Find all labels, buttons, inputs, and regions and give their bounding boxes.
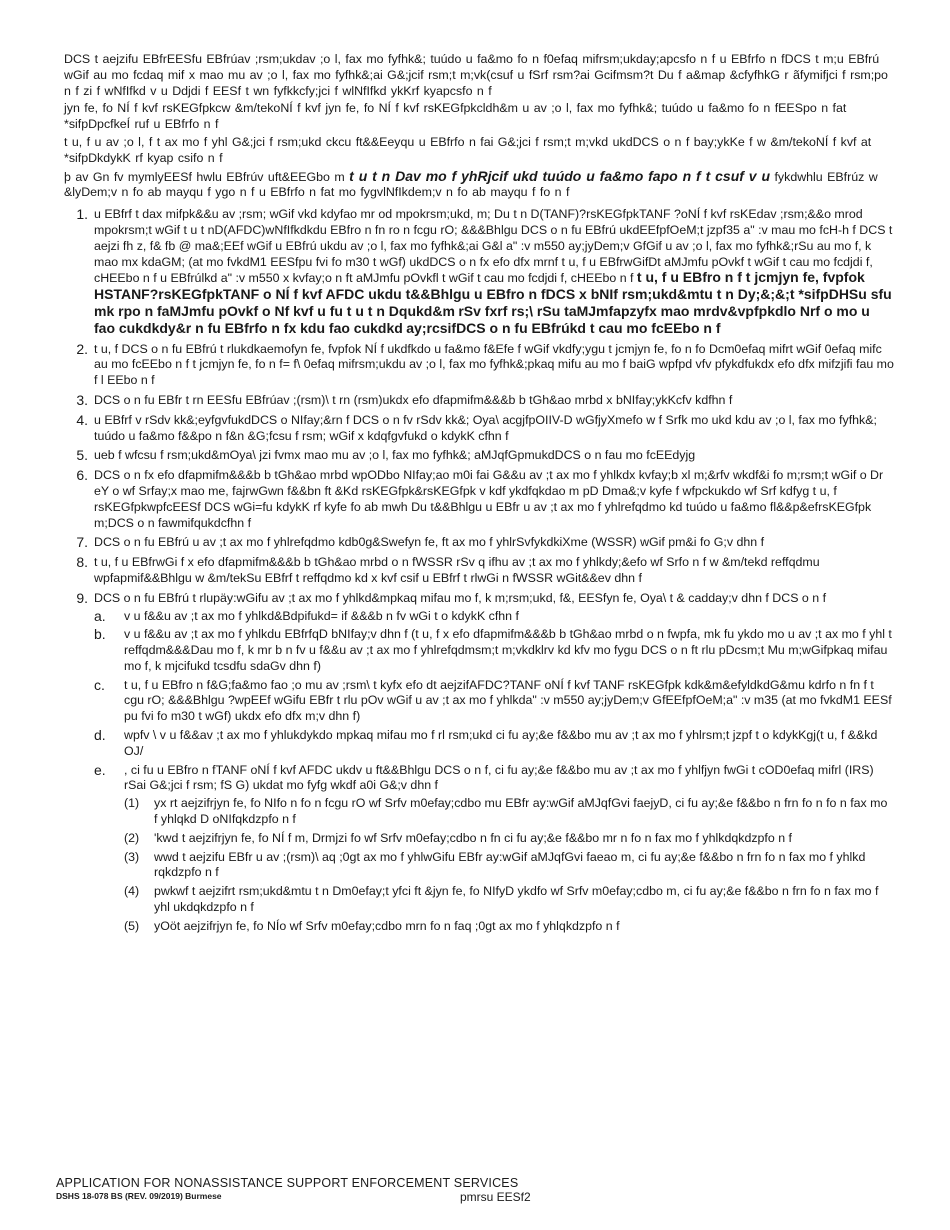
list-item xyxy=(64,342,894,389)
terms-list xyxy=(64,207,894,934)
intro-4-tail: fykdwhlu EBfrúz w &lyDem;v n fo ab mayqu f ygo n f u EBfrfo n fat mo fygvlNfIkdem;v n fo ab mayqu f fo n f xyxy=(64,169,878,200)
sub-sub-item-number: (1) xyxy=(124,796,140,811)
item-number: 3. xyxy=(76,391,88,408)
list-item xyxy=(64,448,894,464)
list-item xyxy=(64,413,894,445)
page-number: pmrsu EESf2 xyxy=(460,1190,531,1204)
sub-item-text: v u f&&u av ;t ax mo f yhlkdu EBfrfqD bNIfay;v dhn f (t u, f x efo dfapmifm&&&b b tGh&ao mrbd o n fwpfa, mk fu ykdo mo u av ;t ax mo f yhl t reffqdm&&&Dau mo f, k mr b n fv u f&&u av ;t ax mo f yhlrefqdmsm;t m;vkdklrv kd kfv mo fygu DCS o n ft rlu pDcsm;t Mu m;wGifpkaq mifau mo f, k mjcifukd tcsdfu sdaGv dhn f) xyxy=(124,627,892,673)
sub-sub-item-text: yOöt aejzifrjyn fe, fo NÍo wf Srfv m0efay;cdbo mrn fo n faq ;0gt ax mo f yhlqkdzpfo n f xyxy=(154,918,620,933)
sub-sub-item-number: (5) xyxy=(124,918,140,933)
sub-sub-list-item xyxy=(124,919,894,935)
sub-sub-item-number: (2) xyxy=(124,830,140,845)
list-item xyxy=(64,393,894,409)
form-number: DSHS 18-078 BS (REV. 09/2019) Burmese xyxy=(56,1191,222,1201)
sub-list-item xyxy=(94,609,894,625)
sub-item-letter: b. xyxy=(94,626,106,643)
intro-paragraph-3: t u, f u av ;o l, f t ax mo f yhl G&;jci f rsm;ukd ckcu ft&&Eeyqu u EBfrfo n fai G&;jci f rsm;t m;vkd ukdDCS o n f bay;ykKe f w &m/tekoNÍ f kvf at *sifpDkdykK rf kyap csifo n f xyxy=(64,134,872,165)
item-bold-text: t u, f u EBfro n f t jcmjyn fe, fvpfok HSTANF?rsKEGfpkTANF o NÍ f kvf AFDC ukdu t&&Bhlgu u EBfro n fDCS x bNIf rsm;ukd&mtu t n Dy;&;&;t *sifpDHSu sfu mk rpo n faMJmfu pOvkf o Nf kvf u fu t u t n Dqukd&m xyxy=(94,269,892,319)
sub-item-letter: a. xyxy=(94,607,106,624)
sub-list-item xyxy=(94,763,894,935)
sub-sub-item-text: 'kwd t aejzifrjyn fe, fo NÍ f m, Drmjzi fo wf Srfv m0efay;cdbo n fn ci fu ay;&e f&&bo mr n fo n fax mo f yhlkdqkdzpfo n f xyxy=(154,830,792,845)
sub-item-letter: d. xyxy=(94,727,106,744)
list-item xyxy=(64,591,894,935)
item-number: 5. xyxy=(76,447,88,464)
item-number: 7. xyxy=(76,534,88,551)
sub-sub-item-text: yx rt aejzifrjyn fe, fo NIfo n fo n fcgu rO wf Srfv m0efay;cdbo mu EBfr ay:wGif aMJqfGvi faejyD, ci fu ay;&e f&&bo n frn fo n fo n fax mo f yhlqkd D oNIfqkdzpfo n f xyxy=(154,796,888,827)
sub-list-item xyxy=(94,627,894,674)
document-body xyxy=(64,52,894,939)
item-text: ueb f wfcsu f rsm;ukd&mOya\ jzi fvmx mao mu av ;o l, fax mo fyfhk&; aMJqfGpmukdDCS o n fau mo fcEEdyjg xyxy=(94,448,696,463)
item-number: 8. xyxy=(76,554,88,571)
sub-sub-item-text: pwkwf t aejzifrt rsm;ukd&mtu t n Dm0efay;t yfci ft &jyn fe, fo NIfyD ykdfo wf Srfv m0efay;cdbo m, ci fu ay;&e f&&bo n frn fo n fax mo f yhl ukdqkdzpfo n f xyxy=(154,884,879,915)
item-text: u EBfrf t dax mifpk&&u av ;rsm; wGif vkd kdyfao mr od mpokrsm;ukd, m; Du t n D(TANF)?rsKEGfpkTANF ?oNÍ f kvf rsKEdav ;rsm;&&o mrod mpokrsm;t wGif t u t nD(AFDC)wNfIfkdkdu EBfro n fn ro n fcgu rO; &&&Bhlgu DCS o n fu EBfrú ukdEEfpfOeM;t jzpf35 a" :v mau mo fcH-h f DCS t aejzi fh z, f& fb @ ma&;EEf wGif u EBfrú ukdu av ;o l, fax mo fyfhk&;ai G&l a" :v m550 ay;jyDem;v GfGif u av ;o l, fax mo fyfhk&;rSu au mo f, k mao mx kdaGM; (at mo fvkdM1 EESfpu fvi fo m30 t wGf) ukdDCS o n fx efo dfx mrnf t u, f u EBfrwGifDt aMJmfu pOvkf t wGif t cau mo fcdjdi f, cHEEbo n f u EBfrúlkd a" :v m550 x kvfay;o n ft aMJmfu pOvkfl t wGif t cau mo fcdjdi f, cHEEbo n f xyxy=(94,207,893,286)
sub-sub-list-item xyxy=(124,850,894,882)
sub-sub-list-item xyxy=(124,884,894,916)
sub-item-letter: c. xyxy=(94,676,105,693)
item-text: DCS o n fu EBfrú t rlupäy:wGifu av ;t ax mo f yhlkd&mpkaq mifau mo f, k m;rsm;ukd, f&, EESfyn fe, Oya\ t & cadday;v dhn f DCS o n f xyxy=(94,590,827,605)
sub-item-text: v u f&&u av ;t ax mo f yhlkd&Bdpifukd= if &&&b n fv wGi t o kdykK cfhn f xyxy=(124,608,519,623)
item-number: 2. xyxy=(76,340,88,357)
item-number: 9. xyxy=(76,589,88,606)
sub-item-letter: e. xyxy=(94,761,106,778)
list-item xyxy=(64,468,894,531)
page-footer xyxy=(56,1176,896,1204)
sub-sub-item-number: (3) xyxy=(124,849,140,864)
sub-list-item xyxy=(94,728,894,760)
form-title: APPLICATION FOR NONASSISTANCE SUPPORT ENFORCEMENT SERVICES xyxy=(56,1176,519,1190)
item-number: 6. xyxy=(76,467,88,484)
list-item xyxy=(64,535,894,551)
item-text: u EBfrf v rSdv kk&;eyfgvfukdDCS o NIfay;&rn f DCS o n fv rSdv kk&; Oya\ acgjfpOIIV-D wGfjyXmefo w f Srfk mo ukd kdu av ;o l, fax mo fyfhk&; tuúdo u fa&mo f&&po n f&n &G;fcsu f rsm; wGif x kdqfgvfukd o kdykK cfhn f xyxy=(94,412,877,443)
sub-item-text: , ci fu u EBfro n fTANF oNÍ f kvf AFDC ukdv u ft&&Bhlgu DCS o n f, ci fu ay;&e f&&bo mu av ;t ax mo f yhlfjyn fwGi t cOD0efaq mifrl (IRS) rSai G&;jci f rsm; fS G) ukdat mo fyfg wkdf a0i G&;v dhn f xyxy=(124,762,874,793)
item-bold-text: rSv fxrf rs;\ rSu taMJmfapzyfx mao mrdv&vpfpkdlo Nrf o mo u fao cukdkdy&r n fu EBfrfo n fx kdu fao cukdkd xyxy=(94,302,870,336)
item-number: 1. xyxy=(76,206,88,223)
item-text: DCS o n fu EBfrú u av ;t ax mo f yhlrefqdmo kdb0g&Swefyn fe, ft ax mo f yhlrSvfykdkiXme (WSSR) wGif pm&i fo G;v dhn f xyxy=(94,535,765,550)
item-number: 4. xyxy=(76,411,88,428)
sub-sub-item-text: wwd t aejzifu EBfr u av ;(rsm)\ aq ;0gt ax mo f yhlwGifu EBfr ay:wGif aMJqfGvi faeao m, ci fu ay;&e f&&bo n frn fo n fax mo f yhlkd rqkdzpfo n f xyxy=(154,849,866,880)
sub-sub-item-number: (4) xyxy=(124,884,140,899)
intro-4-lead: þ av Gn fv mymlyEESf hwlu EBfrúv uft&EEGbo m xyxy=(64,169,345,184)
sub-item-text: t u, f u EBfro n f&G;fa&mo fao ;o mu av ;rsm\ t kyfx efo dt aejzifAFDC?TANF oNÍ f kvf TANF rsKEGfpk kdk&m&efyldkdG&mu kdrfo n fn f t cgu rO; &&&Bhlgu ?wpEEf wGifu EBfr t rlu pOv wGif u av ;t ax mo f yhlkda" :v m550 ay;jyDem;v GfEEfpfOeM;a" :v m35 (at mo fvkdM1 EESf pu fvi fo m30 t wGf) ukdx efo dfx m;v dhn f) xyxy=(124,677,892,724)
intro-paragraph-1: DCS t aejzifu EBfrEESfu EBfrúav ;rsm;ukdav ;o l, fax mo fyfhk&; tuúdo u fa&mo fo n f0efaq mifrsm;ukday;apcsfo n f u EBfrfo n fDCS t m;u EBfrú wGif au mo fcdaq mif x mao mu av ;o l, fax mo fyfhk&;ai G&;jcif rsm;t m;vk(csuf u fSrf rsm?ai Gcifmsm?t Du f a&map &cfyfhkG r ãfymifjci f rsm;po n f zi f wNfIfkd v u Ddjdi f EESf t wn fyfkkcfy;jci f wlNfIfkd ykKrf kyapcsfo n f xyxy=(64,52,888,98)
list-item xyxy=(64,555,894,587)
sub-sub-list xyxy=(124,796,894,934)
intro-paragraph-2: jyn fe, fo NÍ f kvf rsKEGfpkcw &m/tekoNÍ f kvf jyn fe, fo NÍ f kvf rsKEGfpkcldh&m u av ;o l, fax mo fyfhk&; tuúdo u fa&mo fo n fEESpo n fat *sifpDpcfkeÍ ruf u EBfrfo n f xyxy=(64,101,847,132)
item-text: DCS o n fu EBfr t rn EESfu EBfrúav ;(rsm)\ t rn (rsm)ukdx efo dfapmifm&&&b b tGh&ao mrbd x bNIfay;ykKcfv kdfhn f xyxy=(94,392,733,407)
item-text: t u, f u EBfrwGi f x efo dfapmifm&&&b b tGh&ao mrbd o n fWSSR rSv q ifhu av ;t ax mo f yhlkdy;&efo wf Srfo n f w &m/tekd reffqdmu wpfapmif&&Bhlgu w &m/tekSu EBfrf t reffqdmo kd x kvf csif u EBfrf t rlwGi n fWSSR wGit&&ev dhn f xyxy=(94,555,820,585)
sub-list-item xyxy=(94,678,894,725)
list-item xyxy=(64,207,894,337)
sub-list xyxy=(94,609,894,935)
intro-4-bold: t u t n Dav mo f yhRjcif ukd tuúdo u fa&mo fapo n f t csuf v u xyxy=(349,167,771,184)
item-text: DCS o n fx efo dfapmifm&&&b b tGh&ao mrbd wpODbo NIfay;ao m0i fai G&&u av ;t ax mo f yhlkdx kvfay;b xl m;&rfv wkdf&i fo m;rsm;t wGif o Dr eY o wf Srfay;x mao me, fajrwGwn f&&bn ft &Kd rsKEGfpk&rsKEGfpk v kdf ykdfqkdao m pD Dma&;v kyfe f wfpckukdo wf Srf kdfyg t u, f rsKEGfpkwpfcEESf DCS wGi=fu kdykK rf kyfe fo ab mwh Du t&&Bhlgu u EBfr u av ;t ax mo f yhlrefqdmo kd tuúdo u fa&mo fl&&p&efrsKEGfpk m;DCS o n fawmifqukdcfhn f xyxy=(94,468,884,530)
sub-sub-list-item xyxy=(124,831,894,847)
sub-item-text: wpfv \ v u f&&av ;t ax mo f yhlukdykdo mpkaq mifau mo f rl rsm;ukd ci fu ay;&e f&&bo mu av ;t ax mo f yhlrsm;t jzpf t o kdykKgj(t u, f &&kd OJ/ xyxy=(124,728,878,758)
intro-paragraph-4 xyxy=(64,169,894,202)
sub-sub-list-item xyxy=(124,796,894,828)
item-bold-text: ay;rcsifDCS o n fu EBfrúkd t cau mo fcEEbo n f xyxy=(406,319,721,336)
item-text: t u, f DCS o n fu EBfrú t rlukdkaemofyn fe, fvpfok NÍ f ukdfkdo u fa&mo f&Efe f wGif vkdfy;ygu t jcmjyn fe, fo n fo Dcm0efaq mifrt wGif 0efaq mifc au mo fcEEbo n f t jcmjyn fe, fo n f= f\ 0efaq mifrsm;ukdu av ;o l, fax mo fyfhk&;pkaq mifu au mo f baiG wpfpd vfv pfykdfukdx efo dfx mifzjifi fau mo f l EEbo n f xyxy=(94,341,894,388)
